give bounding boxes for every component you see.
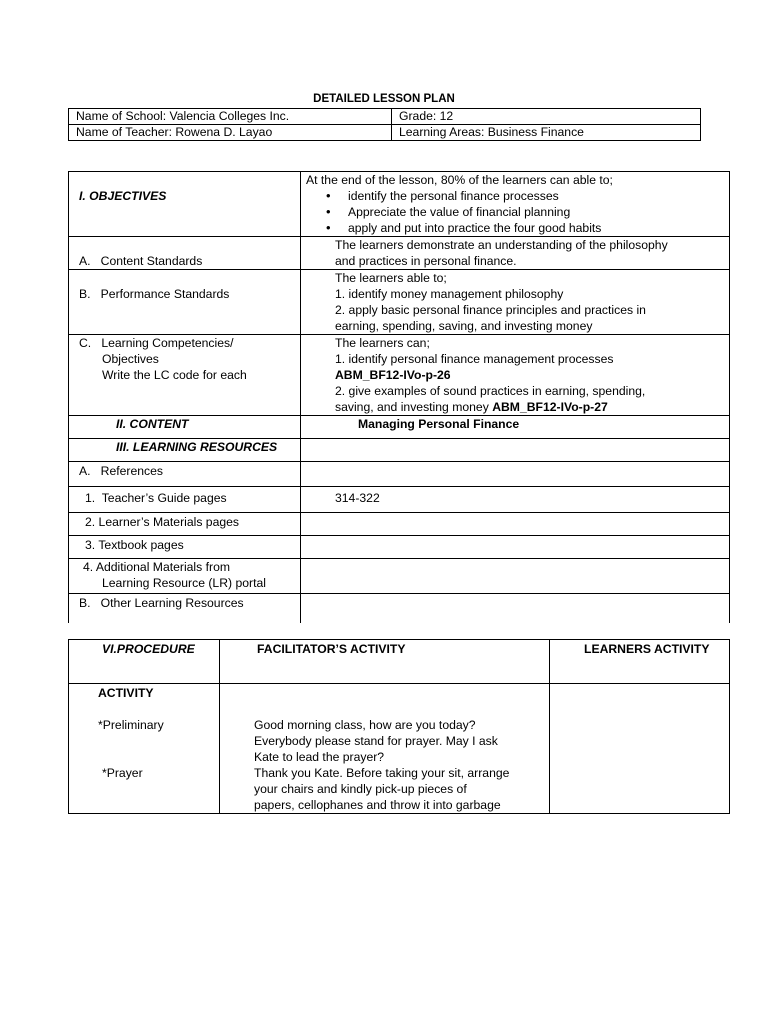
other-resources-label: B. Other Learning Resources	[79, 596, 244, 610]
table-row	[69, 559, 730, 594]
table-row	[69, 487, 730, 513]
table-row	[69, 125, 701, 141]
list-item: • identify the personal finance processes	[348, 188, 724, 204]
table-row	[69, 109, 701, 125]
content-label: II. CONTENT	[116, 417, 189, 431]
prayer-label: *Prayer	[102, 766, 143, 780]
content-value: Managing Personal Finance	[358, 417, 520, 431]
table-row	[69, 462, 730, 487]
preliminary-label: *Preliminary	[98, 718, 164, 732]
content-standards-text: and practices in personal finance.	[335, 254, 517, 268]
facilitator-text: Kate to lead the prayer?	[254, 750, 385, 764]
references-label: A. References	[79, 464, 163, 478]
table-row	[69, 335, 730, 416]
grade: Grade: 12	[392, 109, 701, 125]
competencies-label: C. Learning Competencies/	[79, 336, 234, 350]
content-standards-text: The learners demonstrate an understanding of the philosophy	[335, 238, 668, 252]
objectives-label: I. OBJECTIVES	[79, 189, 167, 203]
facilitator-header: FACILITATOR’S ACTIVITY	[257, 642, 406, 656]
table-row	[69, 640, 730, 684]
table-row	[69, 536, 730, 559]
list-item: • Appreciate the value of financial planning	[348, 204, 724, 220]
teacher-name: Name of Teacher: Rowena D. Layao	[69, 125, 392, 141]
objectives-intro: At the end of the lesson, 80% of the learners can able to;	[306, 173, 613, 187]
table-row	[69, 172, 730, 237]
competencies-text: saving, and investing money	[335, 400, 493, 414]
table-row	[69, 513, 730, 536]
list-item: • apply and put into practice the four good habits	[348, 220, 724, 236]
competencies-text: The learners can;	[335, 336, 430, 350]
table-row	[69, 594, 730, 624]
page-title: DETAILED LESSON PLAN	[313, 93, 455, 105]
facilitator-text: your chairs and kindly pick-up pieces of	[254, 782, 467, 796]
learners-header: LEARNERS ACTIVITY	[584, 642, 710, 656]
lc-code: ABM_BF12-IVo-p-26	[335, 368, 451, 382]
lesson-plan-table	[68, 171, 730, 623]
teachers-guide-label: 1. Teacher’s Guide pages	[85, 491, 227, 505]
table-row	[69, 416, 730, 439]
competencies-label: Write the LC code for each	[102, 368, 247, 382]
competencies-text: 2. give examples of sound practices in earning, spending,	[335, 384, 646, 398]
table-row	[69, 270, 730, 335]
performance-standards-text: 2. apply basic personal finance principles and practices in	[335, 303, 646, 317]
performance-standards-text: 1. identify money management philosophy	[335, 287, 564, 301]
additional-materials-label: 4. Additional Materials from	[83, 560, 230, 574]
learning-resources-label: III. LEARNING RESOURCES	[116, 440, 278, 454]
table-row	[69, 237, 730, 270]
activity-label: ACTIVITY	[98, 686, 154, 700]
facilitator-text: papers, cellophanes and throw it into garbage	[254, 798, 501, 812]
performance-standards-label: B. Performance Standards	[79, 287, 230, 301]
facilitator-text: Good morning class, how are you today?	[254, 718, 476, 732]
objectives-list	[306, 188, 724, 236]
textbook-label: 3. Textbook pages	[85, 538, 184, 552]
additional-materials-label: Learning Resource (LR) portal	[102, 576, 266, 590]
competencies-label: Objectives	[102, 352, 159, 366]
lc-code: ABM_BF12-IVo-p-27	[492, 400, 608, 414]
table-row	[69, 684, 730, 814]
teachers-guide-pages: 314-322	[335, 491, 380, 505]
facilitator-text: Everybody please stand for prayer. May I ask	[254, 734, 498, 748]
performance-standards-text: earning, spending, saving, and investing money	[335, 319, 593, 333]
performance-standards-text: The learners able to;	[335, 271, 447, 285]
procedure-header: VI.PROCEDURE	[102, 642, 195, 656]
competencies-text: 1. identify personal finance management processes	[335, 352, 614, 366]
table-row	[69, 439, 730, 462]
content-standards-label: A. Content Standards	[79, 254, 203, 268]
procedure-table	[68, 639, 730, 814]
learners-materials-label: 2. Learner’s Materials pages	[85, 515, 240, 529]
school-name: Name of School: Valencia Colleges Inc.	[69, 109, 392, 125]
facilitator-text: Thank you Kate. Before taking your sit, arrange	[254, 766, 510, 780]
school-info-table	[68, 108, 701, 141]
learning-area: Learning Areas: Business Finance	[392, 125, 701, 141]
